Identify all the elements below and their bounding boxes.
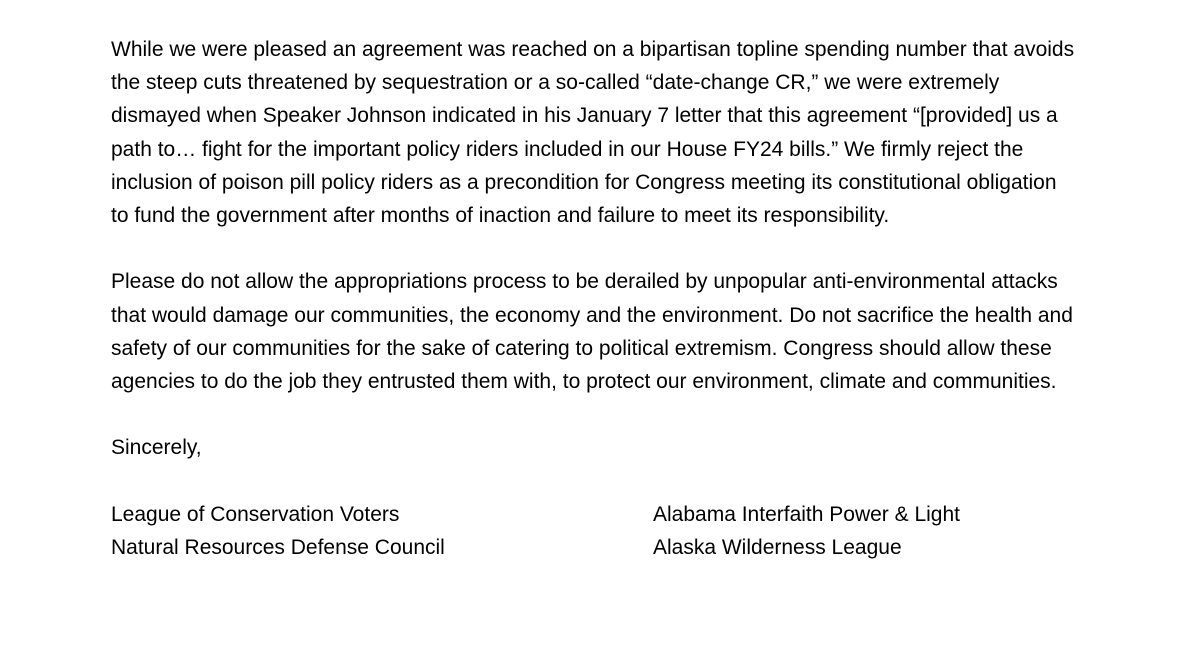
text-line: While we were pleased an agreement was reached on a bipartisan topline spending number that avoids bbox=[111, 38, 1075, 61]
text-line: safety of our communities for the sake of catering to political extremism. Congress should allow these bbox=[111, 336, 1052, 360]
text-line: that would damage our communities, the economy and the environment. Do not sacrifice the health and bbox=[111, 303, 1073, 327]
text-line: agencies to do the job they entrusted them with, to protect our environment, climate and communities. bbox=[111, 370, 1057, 394]
paragraph-agreement bbox=[111, 33, 1131, 232]
text-line: dismayed when Speaker Johnson indicated in his January 7 letter that this agreement “[provided] us a bbox=[111, 104, 1058, 128]
signatories bbox=[111, 498, 1131, 564]
text-line: the steep cuts threatened by sequestration or a so-called “date-change CR,” we were extremely bbox=[111, 71, 1000, 95]
closing-salutation: Sincerely, bbox=[111, 436, 202, 460]
paragraph-request bbox=[111, 265, 1131, 398]
signatory: Natural Resources Defense Council bbox=[111, 536, 445, 559]
text-line: inclusion of poison pill policy riders as a precondition for Congress meeting its constitutional obligation bbox=[111, 170, 1057, 194]
text-line: path to… fight for the important policy riders included in our House FY24 bills.” We firmly reject the bbox=[111, 137, 1024, 161]
signatory: Alabama Interfaith Power & Light bbox=[653, 502, 961, 526]
signatories-left-column bbox=[111, 498, 653, 564]
text-line: Please do not allow the appropriations process to be derailed by unpopular anti-environmental attacks bbox=[111, 270, 1058, 294]
signatory: League of Conservation Voters bbox=[111, 502, 400, 526]
letter-body bbox=[111, 33, 1131, 564]
text-line: to fund the government after months of inaction and failure to meet its responsibility. bbox=[111, 204, 890, 228]
signatory: Alaska Wilderness League bbox=[653, 536, 902, 559]
signatories-right-column bbox=[653, 498, 960, 564]
